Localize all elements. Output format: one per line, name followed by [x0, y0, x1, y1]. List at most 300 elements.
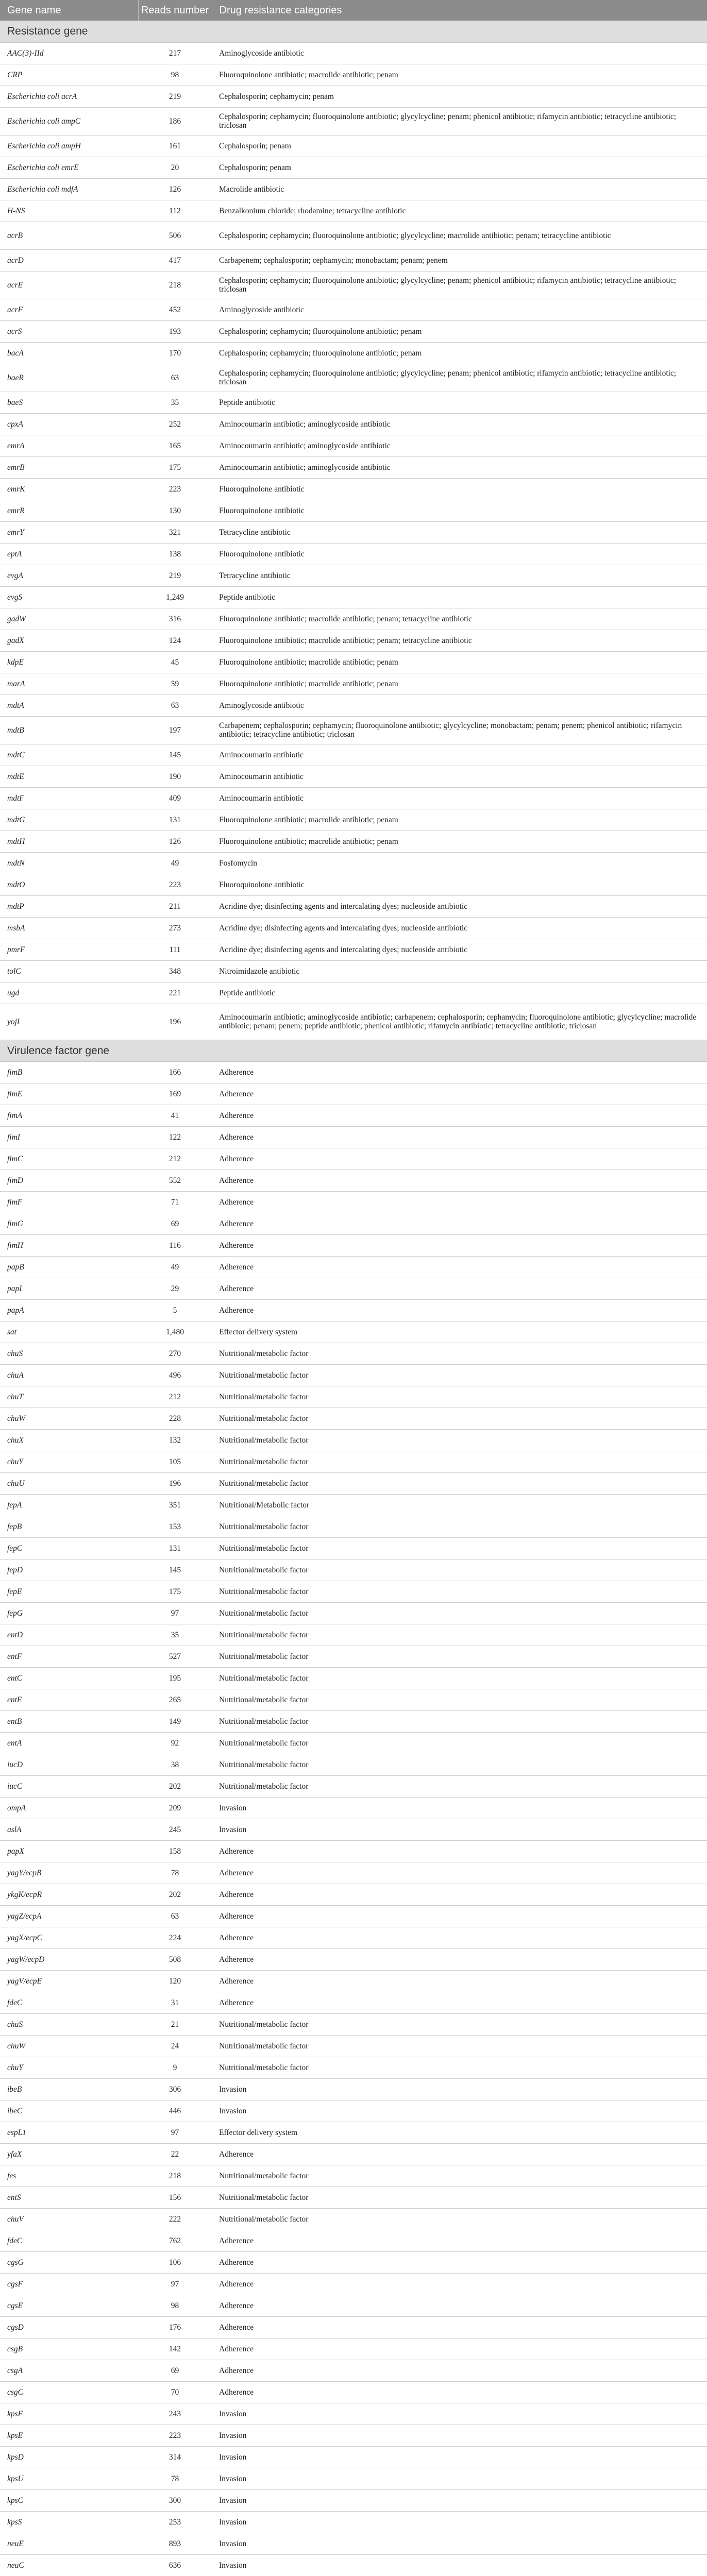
category-cell: Nutritional/metabolic factor [212, 1732, 707, 1754]
table-row [0, 1516, 707, 1537]
category-cell: Nutritional/metabolic factor [212, 2035, 707, 2057]
reads-number-cell: 195 [138, 1667, 212, 1689]
gene-name-cell: aslA [0, 1819, 138, 1840]
gene-name-cell: cgsD [0, 2316, 138, 2338]
gene-name-cell: sat [0, 1321, 138, 1343]
table-row [0, 1061, 707, 1083]
table-row [0, 543, 707, 565]
table-row [0, 874, 707, 895]
gene-name-cell: yagV/ecpE [0, 1970, 138, 1992]
gene-name-cell: cgsE [0, 2295, 138, 2316]
table-row [0, 2230, 707, 2251]
gene-name-cell: kpsF [0, 2403, 138, 2425]
table-row [0, 2468, 707, 2489]
table-row [0, 831, 707, 852]
table-row [0, 1732, 707, 1754]
gene-name-cell: papI [0, 1278, 138, 1299]
table-row [0, 320, 707, 342]
gene-name-cell: baeS [0, 392, 138, 413]
gene-name-cell: eptA [0, 543, 138, 565]
gene-name-cell: fepD [0, 1559, 138, 1581]
category-cell: Nutritional/metabolic factor [212, 2187, 707, 2208]
table-row [0, 1754, 707, 1775]
reads-number-cell: 202 [138, 1775, 212, 1797]
table-row [0, 2360, 707, 2381]
gene-name-cell: csgA [0, 2360, 138, 2381]
reads-number-cell: 35 [138, 392, 212, 413]
table-row [0, 1840, 707, 1862]
table-row [0, 2100, 707, 2122]
reads-number-cell: 190 [138, 766, 212, 787]
gene-name-cell: chuS [0, 2013, 138, 2035]
reads-number-cell: 120 [138, 1970, 212, 1992]
reads-number-cell: 446 [138, 2100, 212, 2122]
category-cell: Adherence [212, 1256, 707, 1278]
reads-number-cell: 122 [138, 1126, 212, 1148]
category-cell: Adherence [212, 2316, 707, 2338]
reads-number-cell: 38 [138, 1754, 212, 1775]
table-row [0, 342, 707, 364]
category-cell: Nutritional/metabolic factor [212, 1364, 707, 1386]
table-row [0, 2381, 707, 2403]
reads-number-cell: 228 [138, 1408, 212, 1429]
table-row [0, 1862, 707, 1884]
gene-name-cell: emrA [0, 435, 138, 456]
table-row [0, 2251, 707, 2273]
category-cell: Aminocoumarin antibiotic [212, 787, 707, 809]
category-cell: Invasion [212, 1797, 707, 1819]
table-row [0, 1797, 707, 1819]
category-cell: Cephalosporin; cephamycin; fluoroquinolone antibiotic; glycylcycline; penam; phenicol antibiotic; rifamycin antibiotic; tetracycline antibiotic; triclosan [212, 107, 707, 135]
reads-number-cell: 97 [138, 1602, 212, 1624]
category-cell: Cephalosporin; cephamycin; fluoroquinolone antibiotic; glycylcycline; penam; phenicol antibiotic; rifamycin antibiotic; tetracycline antibiotic; triclosan [212, 364, 707, 392]
table-row [0, 2143, 707, 2165]
category-cell: Fluoroquinolone antibiotic [212, 543, 707, 565]
table-row [0, 2187, 707, 2208]
category-cell: Adherence [212, 1884, 707, 1905]
table-row [0, 1105, 707, 1126]
reads-number-cell: 156 [138, 2187, 212, 2208]
table-row [0, 222, 707, 249]
reads-number-cell: 98 [138, 64, 212, 86]
table-row [0, 1386, 707, 1408]
reads-number-cell: 35 [138, 1624, 212, 1646]
table-row [0, 716, 707, 744]
gene-name-cell: kpsE [0, 2425, 138, 2446]
table-row [0, 2165, 707, 2187]
table-row [0, 939, 707, 960]
gene-name-cell: mdtA [0, 694, 138, 716]
reads-number-cell: 78 [138, 2468, 212, 2489]
gene-name-cell: fimB [0, 1061, 138, 1083]
reads-number-cell: 78 [138, 1862, 212, 1884]
category-cell: Aminocoumarin antibiotic; aminoglycoside antibiotic; carbapenem; cephalosporin; cephamycin; fluoroquinolone antibiotic; glycylcycline; macrolide antibiotic; penam; penem; peptide antibiotic; phenicol antibiotic; rifamycin antibiotic; tetracycline antibiotic; triclosan [212, 1004, 707, 1040]
section-header-row [0, 21, 707, 42]
gene-name-cell: fepB [0, 1516, 138, 1537]
table-row [0, 86, 707, 107]
gene-name-cell: ibeC [0, 2100, 138, 2122]
category-cell: Adherence [212, 1213, 707, 1234]
category-cell: Carbapenem; cephalosporin; cephamycin; fluoroquinolone antibiotic; glycylcycline; monobactam; penam; penem; phenicol antibiotic; rifamycin antibiotic; tetracycline antibiotic; triclosan [212, 716, 707, 744]
category-cell: Fluoroquinolone antibiotic; macrolide antibiotic; penam [212, 673, 707, 694]
table-row [0, 1408, 707, 1429]
gene-name-cell: mdtB [0, 716, 138, 744]
table-row [0, 917, 707, 939]
table-row [0, 478, 707, 500]
gene-name-cell: entS [0, 2187, 138, 2208]
reads-number-cell: 111 [138, 939, 212, 960]
gene-name-cell: entD [0, 1624, 138, 1646]
reads-number-cell: 106 [138, 2251, 212, 2273]
gene-name-cell: fdeC [0, 1992, 138, 2013]
category-cell: Adherence [212, 2338, 707, 2360]
gene-name-cell: chuX [0, 1429, 138, 1451]
table-row [0, 1624, 707, 1646]
reads-number-cell: 97 [138, 2273, 212, 2295]
table-row [0, 435, 707, 456]
reads-number-cell: 202 [138, 1884, 212, 1905]
category-cell: Invasion [212, 2078, 707, 2100]
category-cell: Nutritional/metabolic factor [212, 1516, 707, 1537]
reads-number-cell: 153 [138, 1516, 212, 1537]
reads-number-cell: 175 [138, 456, 212, 478]
gene-name-cell: emrR [0, 500, 138, 521]
category-cell: Nutritional/metabolic factor [212, 1754, 707, 1775]
gene-name-cell: ibeB [0, 2078, 138, 2100]
reads-number-cell: 221 [138, 982, 212, 1004]
category-cell: Nutritional/metabolic factor [212, 1472, 707, 1494]
category-cell: Nutritional/metabolic factor [212, 1710, 707, 1732]
reads-number-cell: 29 [138, 1278, 212, 1299]
category-cell: Invasion [212, 2554, 707, 2576]
category-cell: Nutritional/metabolic factor [212, 1689, 707, 1710]
gene-name-cell: chuS [0, 1343, 138, 1364]
category-cell: Nutritional/metabolic factor [212, 1646, 707, 1667]
gene-name-cell: acrD [0, 249, 138, 271]
gene-name-cell: yagY/ecpB [0, 1862, 138, 1884]
table-row [0, 1451, 707, 1472]
category-cell: Acridine dye; disinfecting agents and intercalating dyes; nucleoside antibiotic [212, 917, 707, 939]
table-row [0, 1472, 707, 1494]
table-row [0, 2295, 707, 2316]
table-row [0, 2013, 707, 2035]
gene-name-cell: acrB [0, 222, 138, 249]
gene-name-cell: acrS [0, 320, 138, 342]
category-cell: Nutritional/metabolic factor [212, 1429, 707, 1451]
category-cell: Fluoroquinolone antibiotic [212, 874, 707, 895]
category-cell: Invasion [212, 1819, 707, 1840]
category-cell: Fluoroquinolone antibiotic; macrolide antibiotic; penam; tetracycline antibiotic [212, 608, 707, 630]
gene-name-cell: entA [0, 1732, 138, 1754]
category-cell: Nutritional/metabolic factor [212, 2057, 707, 2078]
table-row [0, 852, 707, 874]
gene-name-cell: papX [0, 1840, 138, 1862]
table-row [0, 1970, 707, 1992]
gene-name-cell: neuE [0, 2533, 138, 2554]
table-row [0, 586, 707, 608]
reads-number-cell: 97 [138, 2122, 212, 2143]
category-cell: Effector delivery system [212, 2122, 707, 2143]
reads-number-cell: 197 [138, 716, 212, 744]
table-row [0, 107, 707, 135]
gene-name-cell: entB [0, 1710, 138, 1732]
reads-number-cell: 49 [138, 852, 212, 874]
table-row [0, 2078, 707, 2100]
category-cell: Nutritional/metabolic factor [212, 1386, 707, 1408]
category-cell: Macrolide antibiotic [212, 178, 707, 200]
reads-number-cell: 219 [138, 565, 212, 586]
category-cell: Aminoglycoside antibiotic [212, 42, 707, 64]
category-cell: Invasion [212, 2533, 707, 2554]
table-row [0, 1234, 707, 1256]
table-row [0, 1667, 707, 1689]
gene-name-cell: mdtH [0, 831, 138, 852]
category-cell: Carbapenem; cephalosporin; cephamycin; monobactam; penam; penem [212, 249, 707, 271]
gene-name-cell: yojI [0, 1004, 138, 1040]
reads-number-cell: 496 [138, 1364, 212, 1386]
column-header-drug-resistance-categories: Drug resistance categories [212, 0, 707, 21]
table-row [0, 456, 707, 478]
category-cell: Adherence [212, 2360, 707, 2381]
category-cell: Adherence [212, 1840, 707, 1862]
category-cell: Fluoroquinolone antibiotic; macrolide antibiotic; penam [212, 64, 707, 86]
reads-number-cell: 63 [138, 1905, 212, 1927]
category-cell: Invasion [212, 2425, 707, 2446]
reads-number-cell: 170 [138, 342, 212, 364]
reads-number-cell: 245 [138, 1819, 212, 1840]
reads-number-cell: 417 [138, 249, 212, 271]
reads-number-cell: 131 [138, 809, 212, 831]
reads-number-cell: 169 [138, 1083, 212, 1105]
category-cell: Fluoroquinolone antibiotic [212, 500, 707, 521]
gene-name-cell: yagW/ecpD [0, 1948, 138, 1970]
gene-name-cell: fimD [0, 1170, 138, 1191]
category-cell: Invasion [212, 2446, 707, 2468]
gene-name-cell: fepA [0, 1494, 138, 1516]
category-cell: Adherence [212, 1105, 707, 1126]
table-row [0, 2122, 707, 2143]
reads-number-cell: 22 [138, 2143, 212, 2165]
table-row [0, 500, 707, 521]
reads-number-cell: 20 [138, 157, 212, 178]
table-row [0, 200, 707, 222]
category-cell: Invasion [212, 2468, 707, 2489]
reads-number-cell: 132 [138, 1429, 212, 1451]
category-cell: Aminocoumarin antibiotic [212, 744, 707, 766]
table-row [0, 1689, 707, 1710]
reads-number-cell: 762 [138, 2230, 212, 2251]
reads-number-cell: 893 [138, 2533, 212, 2554]
category-cell: Tetracycline antibiotic [212, 521, 707, 543]
section-header-row [0, 1040, 707, 1061]
category-cell: Nutritional/metabolic factor [212, 2013, 707, 2035]
gene-name-cell: gadW [0, 608, 138, 630]
category-cell: Tetracycline antibiotic [212, 565, 707, 586]
gene-name-cell: chuA [0, 1364, 138, 1386]
table-row [0, 2338, 707, 2360]
table-row [0, 2425, 707, 2446]
gene-name-cell: evgA [0, 565, 138, 586]
gene-name-cell: fepG [0, 1602, 138, 1624]
category-cell: Invasion [212, 2489, 707, 2511]
category-cell: Fluoroquinolone antibiotic; macrolide antibiotic; penam [212, 651, 707, 673]
gene-name-cell: marA [0, 673, 138, 694]
gene-name-cell: entF [0, 1646, 138, 1667]
gene-name-cell: Escherichia coli acrA [0, 86, 138, 107]
category-cell: Adherence [212, 1992, 707, 2013]
category-cell: Adherence [212, 2273, 707, 2295]
reads-number-cell: 409 [138, 787, 212, 809]
reads-number-cell: 1,480 [138, 1321, 212, 1343]
table-row [0, 1602, 707, 1624]
reads-number-cell: 145 [138, 744, 212, 766]
category-cell: Adherence [212, 1148, 707, 1170]
reads-number-cell: 222 [138, 2208, 212, 2230]
reads-number-cell: 41 [138, 1105, 212, 1126]
table-row [0, 1581, 707, 1602]
category-cell: Adherence [212, 2230, 707, 2251]
section-title: Virulence factor gene [0, 1040, 707, 1061]
reads-number-cell: 265 [138, 1689, 212, 1710]
gene-name-cell: papA [0, 1299, 138, 1321]
reads-number-cell: 186 [138, 107, 212, 135]
category-cell: Cephalosporin; cephamycin; fluoroquinolone antibiotic; penam [212, 320, 707, 342]
table-row [0, 809, 707, 831]
category-cell: Adherence [212, 2381, 707, 2403]
gene-name-cell: iucD [0, 1754, 138, 1775]
category-cell: Adherence [212, 2251, 707, 2273]
reads-number-cell: 300 [138, 2489, 212, 2511]
gene-name-cell: fimC [0, 1148, 138, 1170]
gene-name-cell: acrF [0, 299, 138, 320]
table-row [0, 1321, 707, 1343]
reads-number-cell: 9 [138, 2057, 212, 2078]
reads-number-cell: 212 [138, 1148, 212, 1170]
table-row [0, 1646, 707, 1667]
reads-number-cell: 126 [138, 178, 212, 200]
category-cell: Fluoroquinolone antibiotic; macrolide antibiotic; penam; tetracycline antibiotic [212, 630, 707, 651]
category-cell: Nutritional/metabolic factor [212, 1602, 707, 1624]
gene-name-cell: entE [0, 1689, 138, 1710]
table-row [0, 2035, 707, 2057]
reads-number-cell: 223 [138, 874, 212, 895]
table-row [0, 2316, 707, 2338]
table-row [0, 982, 707, 1004]
gene-name-cell: chuY [0, 1451, 138, 1472]
category-cell: Peptide antibiotic [212, 392, 707, 413]
table-row [0, 1148, 707, 1170]
gene-name-cell: mdtP [0, 895, 138, 917]
reads-number-cell: 218 [138, 271, 212, 299]
reads-number-cell: 243 [138, 2403, 212, 2425]
gene-name-cell: ompA [0, 1797, 138, 1819]
category-cell: Nutritional/metabolic factor [212, 1624, 707, 1646]
table-row [0, 1126, 707, 1148]
reads-number-cell: 211 [138, 895, 212, 917]
category-cell: Adherence [212, 1299, 707, 1321]
table-row [0, 2533, 707, 2554]
category-cell: Nutritional/Metabolic factor [212, 1494, 707, 1516]
table-row [0, 787, 707, 809]
reads-number-cell: 452 [138, 299, 212, 320]
reads-number-cell: 196 [138, 1004, 212, 1040]
gene-name-cell: fepC [0, 1537, 138, 1559]
category-cell: Effector delivery system [212, 1321, 707, 1343]
table-row [0, 178, 707, 200]
gene-name-cell: kpsD [0, 2446, 138, 2468]
reads-number-cell: 145 [138, 1559, 212, 1581]
reads-number-cell: 306 [138, 2078, 212, 2100]
table-row [0, 1004, 707, 1040]
reads-number-cell: 314 [138, 2446, 212, 2468]
gene-name-cell: csgB [0, 2338, 138, 2360]
table-row [0, 271, 707, 299]
category-cell: Nutritional/metabolic factor [212, 1343, 707, 1364]
category-cell: Peptide antibiotic [212, 982, 707, 1004]
category-cell: Cephalosporin; penam [212, 157, 707, 178]
gene-name-cell: fimH [0, 1234, 138, 1256]
category-cell: Adherence [212, 1970, 707, 1992]
table-row [0, 1256, 707, 1278]
table-row [0, 42, 707, 64]
gene-name-cell: kpsC [0, 2489, 138, 2511]
reads-number-cell: 253 [138, 2511, 212, 2533]
reads-number-cell: 70 [138, 2381, 212, 2403]
table-row [0, 1905, 707, 1927]
gene-name-cell: fepE [0, 1581, 138, 1602]
reads-number-cell: 158 [138, 1840, 212, 1862]
gene-name-cell: chuW [0, 1408, 138, 1429]
category-cell: Nutritional/metabolic factor [212, 1537, 707, 1559]
table-row [0, 1343, 707, 1364]
category-cell: Adherence [212, 1191, 707, 1213]
reads-number-cell: 316 [138, 608, 212, 630]
table-row [0, 64, 707, 86]
reads-number-cell: 224 [138, 1927, 212, 1948]
reads-number-cell: 31 [138, 1992, 212, 2013]
reads-number-cell: 63 [138, 694, 212, 716]
gene-name-cell: AAC(3)-IId [0, 42, 138, 64]
table-row [0, 1884, 707, 1905]
gene-name-cell: msbA [0, 917, 138, 939]
category-cell: Nutritional/metabolic factor [212, 1408, 707, 1429]
column-header-gene-name: Gene name [0, 0, 138, 21]
gene-name-cell: pmrF [0, 939, 138, 960]
gene-name-cell: cgsF [0, 2273, 138, 2295]
table-row [0, 1710, 707, 1732]
category-cell: Invasion [212, 2100, 707, 2122]
gene-name-cell: fimF [0, 1191, 138, 1213]
column-header-reads-number: Reads number [138, 0, 212, 21]
gene-name-cell: fes [0, 2165, 138, 2187]
table-row [0, 2446, 707, 2468]
table-row [0, 1927, 707, 1948]
category-cell: Cephalosporin; cephamycin; fluoroquinolone antibiotic; penam [212, 342, 707, 364]
table-row [0, 1213, 707, 1234]
reads-number-cell: 636 [138, 2554, 212, 2576]
category-cell: Cephalosporin; cephamycin; fluoroquinolone antibiotic; glycylcycline; macrolide antibiotic; penam; tetracycline antibiotic [212, 222, 707, 249]
category-cell: Acridine dye; disinfecting agents and intercalating dyes; nucleoside antibiotic [212, 895, 707, 917]
category-cell: Aminoglycoside antibiotic [212, 299, 707, 320]
reads-number-cell: 98 [138, 2295, 212, 2316]
gene-name-cell: mdtO [0, 874, 138, 895]
table-body [0, 21, 707, 2576]
gene-name-cell: emrK [0, 478, 138, 500]
gene-name-cell: ugd [0, 982, 138, 1004]
table-row [0, 673, 707, 694]
reads-number-cell: 321 [138, 521, 212, 543]
gene-name-cell: kpsS [0, 2511, 138, 2533]
